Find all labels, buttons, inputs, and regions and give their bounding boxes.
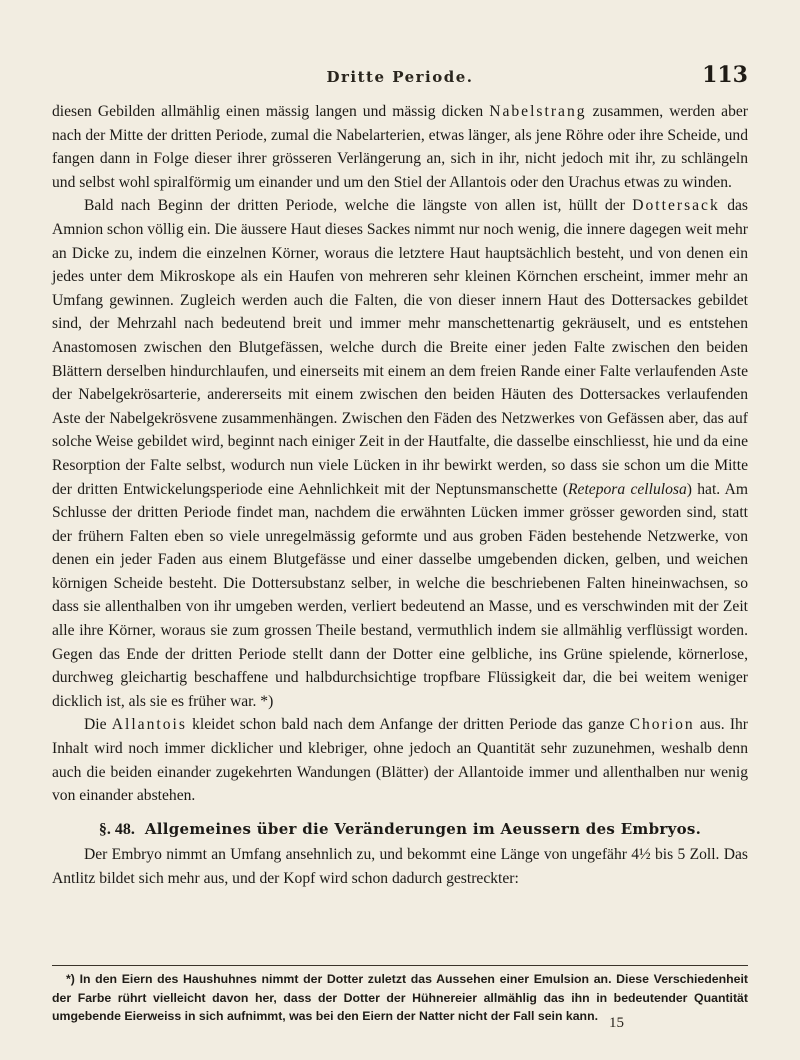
paragraph-2 [52,194,748,713]
section-title: Allgemeines über die Veränderungen im Aeussern des Embryos. [144,819,702,838]
paragraph-2-text-e: ) hat. Am Schlusse der dritten Periode findet man, nachdem die erwähnten Lücken immer grösser geworden sind, statt der frühern Falten eben so viele unregelmässig geformte und aus groben Fäden bestehende Netzwerke, von denen ein jeder Faden aus einem Blutgefässe und einer dasselbe umgebenden dicken, gelben, und weichen körnigen Scheide besteht. Die Dottersubstanz selber, in welche die beschriebenen Falten hineinwachsen, so dass sie allenthalben von ihr umgeben werden, verliert bedeutend an Masse, und es verschwinden mit der Zeit alle ihre Körner, woraus sie zum grossen Theile bestand, vermuthlich indem sie allmählig verflüssigt worden. Gegen das Ende der dritten Periode stellt dann der Dotter eine gelbliche, ins Grüne spielende, körnerlose, durchweg gleichartig beschaffene und halbdurchsichtige tropfbare Flüssigkeit dar, die bei weitem weniger dicklich ist, als sie es früher war. *) [52,480,748,710]
term-allantois: Allantois [111,716,187,734]
signature-mark: 15 [609,1015,624,1031]
footnote [52,970,748,1026]
term-nabelstrang: Nabelstrang [489,103,587,120]
paragraph-1-text-c: zusammen, werden aber nach der Mitte der dritten Periode, zumal die Nabelarterien, etwas länger, als jene Röhre oder ihre Scheide, und fangen dann in Folge dieser ihrer grösseren Verlängerung an, sich in ihr, nicht jedoch mit ihr, zu schlängeln und selbst wohl spiralförmig um einander und um den Stiel der Allantois oder den Urachus etwas zu winden. [52,103,748,191]
page-header [52,62,748,92]
term-chorion: Chorion [629,716,695,734]
running-head: Dritte Periode. [326,68,474,86]
footnote-text: *) In den Eiern des Haushuhnes nimmt der Dotter zuletzt das Aussehen einer Emulsion an. Diese Verschiedenheit der Farbe rührt vielleicht davon her, dass der Dotter der Hühnereier allmählig das ihn in bedeutender Quantität umgebende Eierweiss in sich aufnimmt, was bei den Eiern der Natter nicht der Fall sein kann. [52,972,748,1023]
paragraph-2-text-c: das Amnion schon völlig ein. Die äussere Haut dieses Sackes nimmt nur noch wenig, die innere dagegen weit mehr an Dicke zu, indem die einzelnen Körner, woraus die letztere Haut hauptsächlich besteht, und von denen ein jedes unter dem Mikroskope als ein Haufen von mehreren sehr kleinen Körnchen erscheint, immer mehr an Umfang gewinnen. Zugleich werden auch die Falten, die von dieser innern Haut des Dottersackes gebildet sind, der Mehrzahl nach bedeutend breit und immer mehr manschettenartig gekräuselt, und es entstehen Anastomosen zwischen den Blutgefässen, welche durch die Breite einer jeden Falte zwischen den beiden Blättern derselben hindurchlaufen, und einerseits mit einem an dem freien Rande einer Falte verlaufenden Aste der Nabelgekrösarterie, andererseits mit einem zwischen den beiden Häuten des Dottersackes verlaufenden Aste der Nabelgekrösvene zusammenhängen. Zwischen den Fäden des Netzwerkes von Gefässen aber, das auf solche Weise gebildet wird, beginnt nach einiger Zeit in der Hautfalte, die dasselbe einschliesst, hie und da eine Resorption der Falte selbst, wodurch nun viele Lücken in ihr bewirkt werden, so dass sie schon um die Mitte der dritten Entwickelungsperiode eine Aehnlichkeit mit der Neptunsmanschette ( [52,197,748,498]
paragraph-1-text-a: diesen Gebilden allmählig einen mässig langen und mässig dicken [52,103,490,120]
body-text [52,100,748,891]
paragraph-1 [52,100,748,194]
page-number: 113 [702,62,748,88]
footnote-divider [52,965,748,966]
paragraph-4-text: Der Embryo nimmt an Umfang ansehnlich zu, und bekommt eine Länge von ungefähr 4½ bis 5 Zoll. Das Antlitz bildet sich mehr aus, und der Kopf wird schon dadurch gestreckter: [52,846,748,887]
section-heading [52,818,748,842]
term-retepora: Retepora cellulosa [568,480,687,498]
paragraph-3-text-e: aus. Ihr Inhalt wird noch immer dicklicher und klebriger, ohne jedoch an Quantität sehr zuzunehmen, weshalb denn auch die beiden einander zugekehrten Wandungen (Blätter) der Allantoide immer und allenthalben nur wenig von einander abstehen. [52,716,749,805]
paragraph-3 [52,713,748,807]
paragraph-2-text-a: Bald nach Beginn der dritten Periode, welche die längste von allen ist, hüllt der [84,197,633,215]
paragraph-3-text-c: kleidet schon bald nach dem Anfange der dritten Periode das ganze [186,716,630,734]
paragraph-3-text-a: Die [84,716,112,734]
section-number: §. 48. [98,820,135,838]
term-dottersack: Dottersack [632,197,720,215]
paragraph-4 [52,843,748,890]
